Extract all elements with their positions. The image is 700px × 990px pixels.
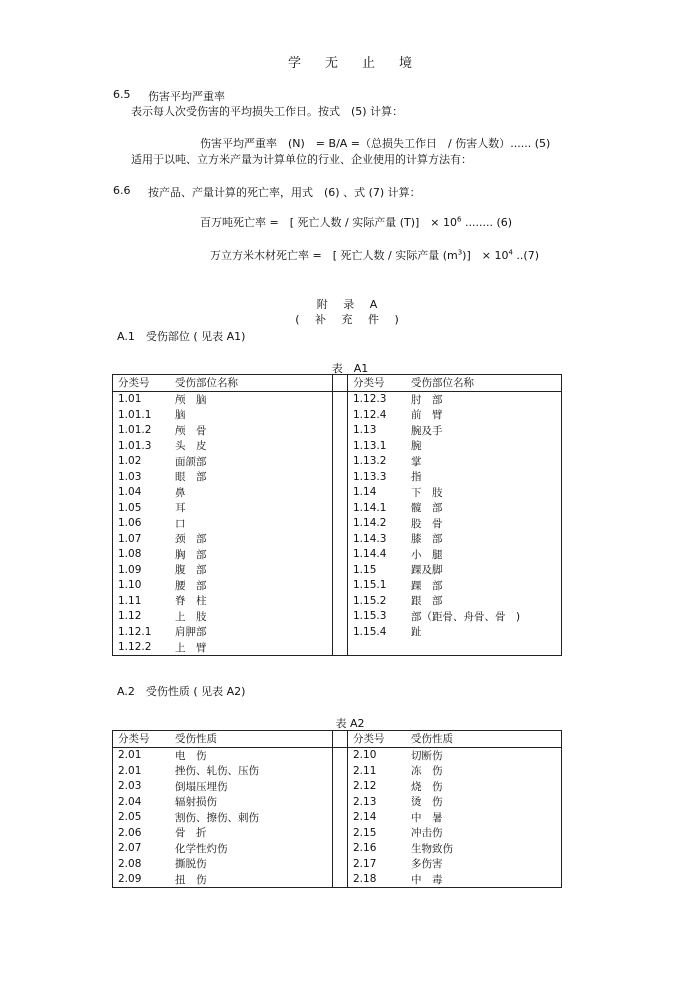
cell-name: 上 臂: [170, 640, 333, 656]
cell-name: 踝及脚: [406, 562, 562, 578]
cell-name: 耳: [170, 500, 333, 516]
cell-code: 2.07: [113, 841, 171, 857]
cell-name: 脑: [170, 407, 333, 423]
cell-name: 前 臂: [406, 407, 562, 423]
cell-name: 骨 折: [170, 825, 333, 841]
column-gap: [333, 531, 348, 547]
cell-name: 踝 部: [406, 578, 562, 594]
cell-name: 电 伤: [170, 747, 333, 763]
cell-code: 2.16: [348, 841, 407, 857]
cell-name: 颅 脑: [170, 391, 333, 407]
column-gap: [333, 810, 348, 826]
cell-name: 膝 部: [406, 531, 562, 547]
column-gap: [333, 825, 348, 841]
table-row: [113, 423, 562, 439]
cell-name: 撕脱伤: [170, 856, 333, 872]
section-6-5-title: 伤害平均严重率: [148, 90, 225, 103]
column-gap: [333, 438, 348, 454]
page-header: 学无止境: [287, 56, 436, 71]
cell-name: 腕: [406, 438, 562, 454]
section-6-6-number: 6.6: [113, 184, 131, 197]
cell-code: 2.01: [113, 763, 171, 779]
cell-code: 1.01.3: [113, 438, 171, 454]
cell-name: 指: [406, 469, 562, 485]
column-gap: [333, 747, 348, 763]
cell-name: 趾: [406, 624, 562, 640]
cell-name: 股 骨: [406, 516, 562, 532]
cell-code: 1.06: [113, 516, 171, 532]
column-gap: [333, 375, 348, 392]
table-row: [113, 547, 562, 563]
cell-name: 冲击伤: [406, 825, 562, 841]
cell-code: 2.01: [113, 747, 171, 763]
cell-name: 肘 部: [406, 391, 562, 407]
cell-code: [348, 640, 407, 656]
cell-code: 2.08: [113, 856, 171, 872]
table-a2-title: 表 A2: [335, 717, 365, 730]
cell-code: 1.12.2: [113, 640, 171, 656]
cell-name: 掌: [406, 454, 562, 470]
column-gap: [333, 391, 348, 407]
section-6-5-note: 适用于以吨、立方米产量为计算单位的行业、企业使用的计算方法有：: [131, 153, 472, 166]
column-gap: [333, 469, 348, 485]
column-gap: [333, 516, 348, 532]
cell-name: 多伤害: [406, 856, 562, 872]
section-6-5-description: 表示每人次受伤害的平均损失工作日。按式 (5) 计算：: [131, 105, 404, 118]
column-header-name: 受伤部位名称: [170, 375, 333, 392]
cell-code: 2.03: [113, 779, 171, 795]
cell-code: 1.04: [113, 485, 171, 501]
column-gap: [333, 856, 348, 872]
cell-name: 肩胛部: [170, 624, 333, 640]
table-row: [113, 593, 562, 609]
cell-name: 跟 部: [406, 593, 562, 609]
cell-name: 下 肢: [406, 485, 562, 501]
section-6-6-title: 按产品、产量计算的死亡率，用式 (6) 、式 (7) 计算：: [148, 186, 421, 199]
table-header-row: [113, 375, 562, 392]
cell-code: 2.10: [348, 747, 407, 763]
table-a2: [112, 730, 562, 888]
cell-name: 腕及手: [406, 423, 562, 439]
cell-code: 2.09: [113, 872, 171, 888]
cell-code: 1.14.3: [348, 531, 407, 547]
column-gap: [333, 763, 348, 779]
cell-code: 1.12.4: [348, 407, 407, 423]
cell-code: 1.02: [113, 454, 171, 470]
column-gap: [333, 794, 348, 810]
cell-name: 头 皮: [170, 438, 333, 454]
cell-code: 1.01: [113, 391, 171, 407]
table-a1-title: 表 A1: [331, 362, 369, 375]
table-row: [113, 763, 562, 779]
cell-name: 面颌部: [170, 454, 333, 470]
table-row: [113, 856, 562, 872]
cell-name: 腹 部: [170, 562, 333, 578]
cell-code: 2.04: [113, 794, 171, 810]
column-header-code: 分类号: [348, 731, 407, 748]
column-header-name: 受伤部位名称: [406, 375, 562, 392]
table-row: [113, 841, 562, 857]
cell-name: 割伤、擦伤、刺伤: [170, 810, 333, 826]
column-gap: [333, 609, 348, 625]
cell-code: 1.03: [113, 469, 171, 485]
table-row: [113, 779, 562, 795]
table-row: [113, 578, 562, 594]
column-header-code: 分类号: [348, 375, 407, 392]
column-header-name: 受伤性质: [170, 731, 333, 748]
table-row: [113, 562, 562, 578]
cell-code: 1.10: [113, 578, 171, 594]
column-header-code: 分类号: [113, 375, 171, 392]
cell-code: 1.13.3: [348, 469, 407, 485]
cell-code: 2.18: [348, 872, 407, 888]
cell-code: 1.14: [348, 485, 407, 501]
cell-code: 1.15.1: [348, 578, 407, 594]
cell-code: 1.15.2: [348, 593, 407, 609]
a1-heading: A.1 受伤部位 ( 见表 A1): [117, 330, 246, 343]
cell-code: 1.12.3: [348, 391, 407, 407]
cell-code: 2.12: [348, 779, 407, 795]
table-row: [113, 469, 562, 485]
cell-code: 2.17: [348, 856, 407, 872]
table-row: [113, 531, 562, 547]
cell-code: 1.15.3: [348, 609, 407, 625]
column-gap: [333, 407, 348, 423]
cell-code: 2.13: [348, 794, 407, 810]
cell-code: 1.09: [113, 562, 171, 578]
cell-name: 化学性灼伤: [170, 841, 333, 857]
cell-name: 口: [170, 516, 333, 532]
cell-code: 1.01.2: [113, 423, 171, 439]
column-gap: [333, 562, 348, 578]
appendix-subtitle: ( 补 充 件 ): [295, 313, 405, 326]
column-gap: [333, 454, 348, 470]
cell-name: 颅 骨: [170, 423, 333, 439]
table-row: [113, 391, 562, 407]
cell-code: 1.08: [113, 547, 171, 563]
cell-name: 烧 伤: [406, 779, 562, 795]
cell-name: 切断伤: [406, 747, 562, 763]
column-gap: [333, 624, 348, 640]
cell-name: 部（距骨、舟骨、骨 ): [406, 609, 562, 625]
cell-name: 眼 部: [170, 469, 333, 485]
cell-code: 2.06: [113, 825, 171, 841]
cell-code: 1.12.1: [113, 624, 171, 640]
cell-code: 1.15: [348, 562, 407, 578]
column-gap: [333, 872, 348, 888]
cell-name: 鼻: [170, 485, 333, 501]
table-row: [113, 794, 562, 810]
cell-name: 冻 伤: [406, 763, 562, 779]
table-a1: [112, 374, 562, 656]
cell-code: 1.15.4: [348, 624, 407, 640]
cell-code: 1.11: [113, 593, 171, 609]
appendix-title: 附 录 A: [316, 298, 384, 311]
cell-code: 2.15: [348, 825, 407, 841]
column-header-code: 分类号: [113, 731, 171, 748]
table-row: [113, 872, 562, 888]
cell-name: 脊 柱: [170, 593, 333, 609]
cell-code: 2.11: [348, 763, 407, 779]
cell-name: 中 暑: [406, 810, 562, 826]
cell-name: 颈 部: [170, 531, 333, 547]
column-gap: [333, 640, 348, 656]
column-gap: [333, 593, 348, 609]
table-row: [113, 747, 562, 763]
cell-code: 1.13.1: [348, 438, 407, 454]
table-row: [113, 609, 562, 625]
cell-name: 髋 部: [406, 500, 562, 516]
cell-name: 生物致伤: [406, 841, 562, 857]
cell-name: 辐射损伤: [170, 794, 333, 810]
cell-code: 1.05: [113, 500, 171, 516]
formula-7: 万立方米木材死亡率 = [ 死亡人数 / 实际产量 $(m^3)$] × $10^4$ ..(7): [210, 248, 540, 262]
cell-code: 2.14: [348, 810, 407, 826]
cell-code: 1.01.1: [113, 407, 171, 423]
column-gap: [333, 841, 348, 857]
table-row: [113, 454, 562, 470]
cell-name: 扭 伤: [170, 872, 333, 888]
cell-code: 1.13: [348, 423, 407, 439]
cell-name: 倒塌压埋伤: [170, 779, 333, 795]
formula-5: 伤害平均严重率 (N) = B/A =（总损失工作日 / 伤害人数）...... (5): [200, 137, 551, 150]
column-gap: [333, 731, 348, 748]
column-gap: [333, 485, 348, 501]
cell-name: 胸 部: [170, 547, 333, 563]
section-6-5-number: 6.5: [113, 88, 131, 101]
cell-name: 腰 部: [170, 578, 333, 594]
table-row: [113, 624, 562, 640]
cell-name: [406, 640, 562, 656]
a2-heading: A.2 受伤性质 ( 见表 A2): [117, 685, 246, 698]
table-row: [113, 438, 562, 454]
cell-code: 1.12: [113, 609, 171, 625]
table-row: [113, 485, 562, 501]
column-gap: [333, 500, 348, 516]
column-gap: [333, 423, 348, 439]
column-gap: [333, 578, 348, 594]
cell-name: 小 腿: [406, 547, 562, 563]
cell-name: 挫伤、轧伤、压伤: [170, 763, 333, 779]
table-header-row: [113, 731, 562, 748]
column-gap: [333, 547, 348, 563]
table-row: [113, 825, 562, 841]
cell-code: 1.14.2: [348, 516, 407, 532]
column-header-name: 受伤性质: [406, 731, 562, 748]
formula-6: 百万吨死亡率 = [ 死亡人数 / 实际产量 (T)] × $10^6$ ........ (6): [200, 215, 513, 229]
cell-code: 1.07: [113, 531, 171, 547]
table-row: [113, 810, 562, 826]
column-gap: [333, 779, 348, 795]
table-row: [113, 516, 562, 532]
cell-name: 中 毒: [406, 872, 562, 888]
table-row: [113, 407, 562, 423]
cell-code: 1.14.4: [348, 547, 407, 563]
cell-name: 烫 伤: [406, 794, 562, 810]
cell-code: 2.05: [113, 810, 171, 826]
table-row: [113, 500, 562, 516]
cell-name: 上 肢: [170, 609, 333, 625]
table-row: [113, 640, 562, 656]
cell-code: 1.13.2: [348, 454, 407, 470]
cell-code: 1.14.1: [348, 500, 407, 516]
